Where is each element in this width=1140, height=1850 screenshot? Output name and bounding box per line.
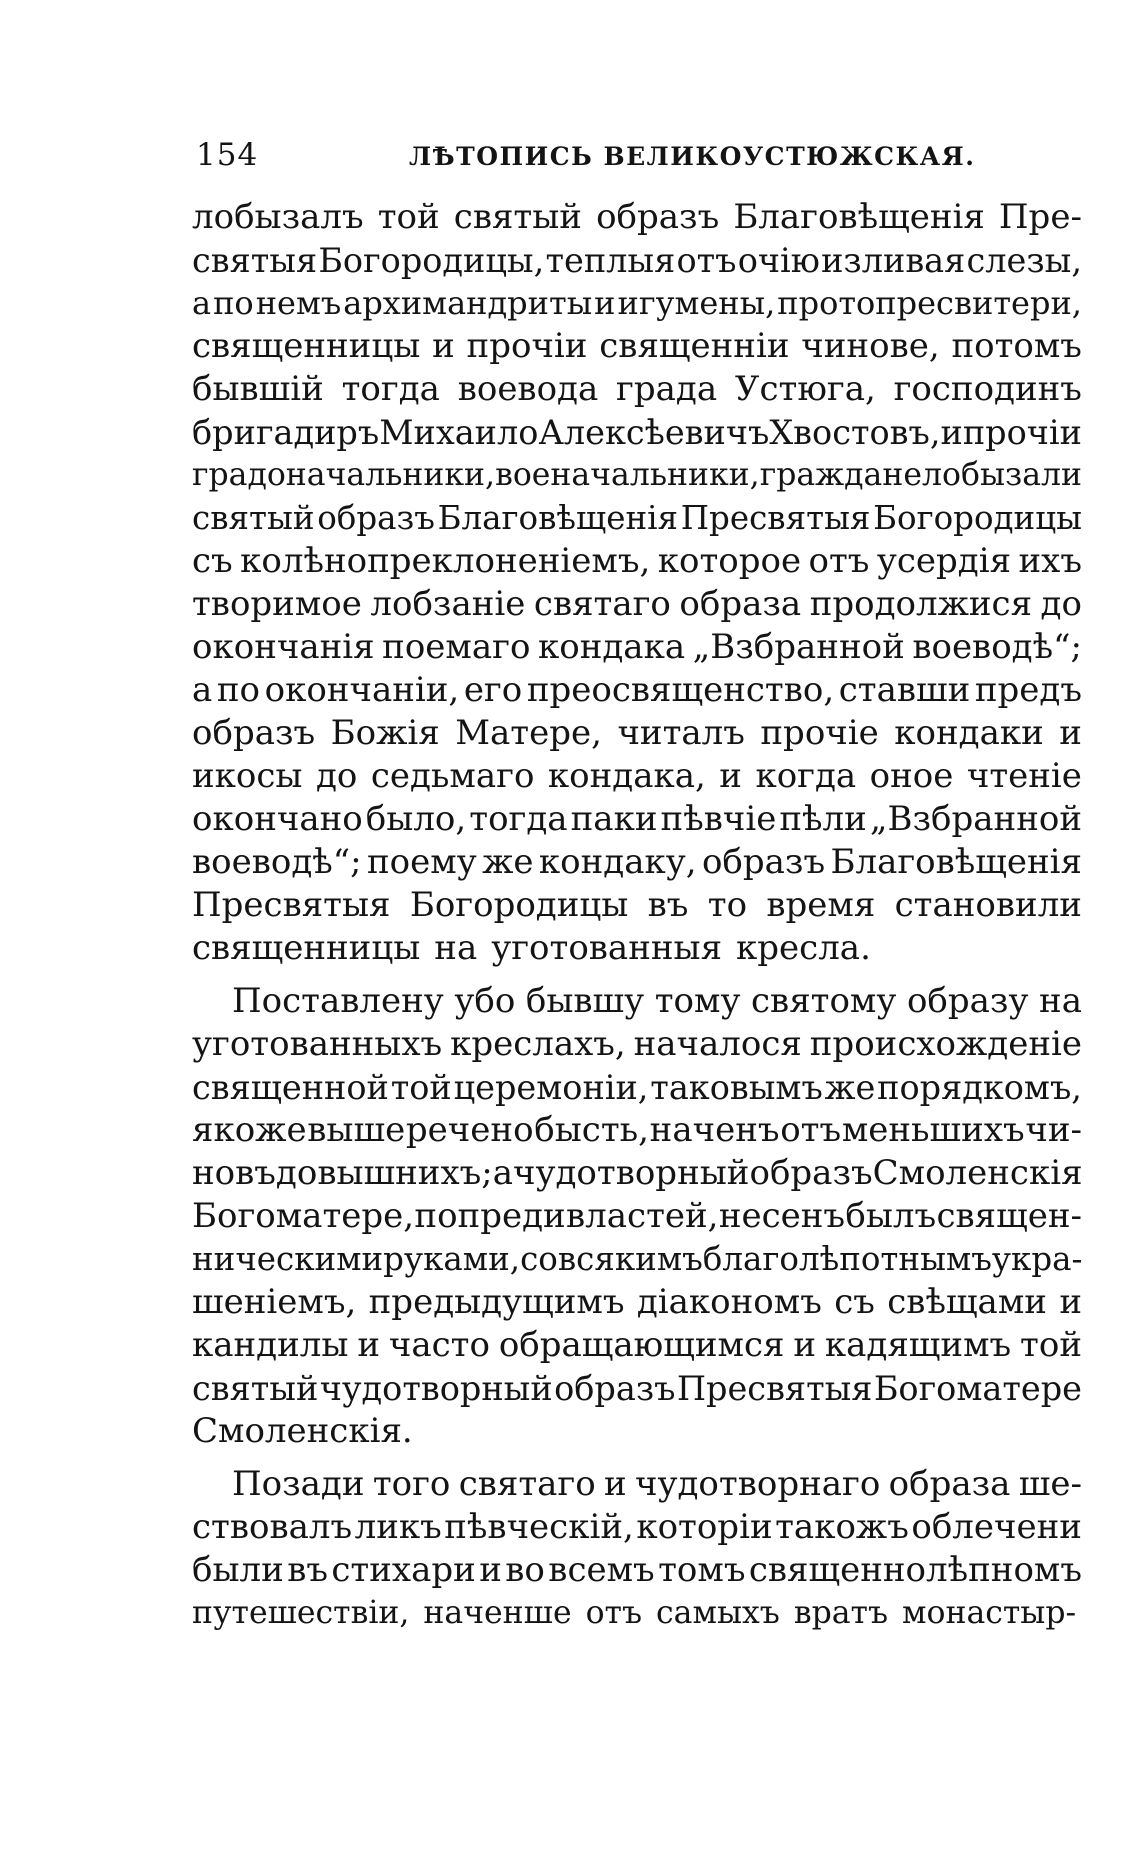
word: всемъ bbox=[548, 1550, 655, 1590]
word: изливая bbox=[821, 241, 966, 280]
word: Смоленскія bbox=[872, 1153, 1083, 1193]
word: чтеніе bbox=[966, 756, 1082, 796]
word: отъ bbox=[808, 541, 870, 581]
word: лобзаніе bbox=[370, 584, 526, 624]
word: кондаки bbox=[894, 713, 1044, 753]
word: со bbox=[520, 1240, 558, 1278]
word: окончаніи, bbox=[264, 670, 460, 710]
word: Богоматере, bbox=[192, 1196, 415, 1236]
text-line bbox=[192, 497, 1082, 540]
word: тогда bbox=[341, 369, 440, 409]
word: святаго bbox=[533, 584, 671, 624]
word: чудотворный bbox=[319, 1369, 553, 1408]
word: пѣли bbox=[779, 799, 867, 839]
word: меньшихъ bbox=[841, 1110, 1025, 1150]
word: началося bbox=[633, 1024, 802, 1064]
word: священницы bbox=[192, 326, 421, 366]
word: а bbox=[492, 1153, 513, 1193]
text-line bbox=[192, 798, 1082, 841]
word: съ bbox=[834, 1282, 875, 1322]
word: вышнихъ; bbox=[317, 1153, 493, 1193]
word: Поставлену bbox=[232, 981, 444, 1021]
word: кадящимъ bbox=[824, 1325, 1012, 1365]
word: по bbox=[216, 670, 261, 710]
word: въ bbox=[647, 885, 689, 925]
word: той bbox=[1020, 1325, 1082, 1365]
word: той bbox=[377, 197, 440, 237]
word: лобызалъ bbox=[192, 197, 364, 237]
word: священной bbox=[192, 1068, 389, 1107]
word: новъ bbox=[192, 1153, 276, 1193]
word: тому bbox=[654, 981, 741, 1021]
word: отъ bbox=[780, 1110, 842, 1150]
word: прочіи bbox=[962, 413, 1082, 452]
word: властей, bbox=[566, 1196, 719, 1236]
word: образу bbox=[906, 981, 1029, 1021]
word: того bbox=[372, 1464, 451, 1504]
word: наченъ bbox=[649, 1110, 780, 1150]
word: отъ bbox=[585, 1595, 643, 1631]
text-line bbox=[192, 1152, 1082, 1195]
word: Пресвятыя bbox=[192, 885, 391, 925]
text-line bbox=[192, 411, 1082, 454]
word: граждане bbox=[759, 457, 922, 493]
running-title: ЛѢТОПИСЬ ВЕЛИКОУСТЮЖСКАЯ. bbox=[409, 142, 976, 171]
paragraph bbox=[192, 980, 1082, 1453]
body-text bbox=[192, 196, 1082, 1635]
word: Богородицы bbox=[873, 499, 1082, 537]
word: прочіи bbox=[466, 326, 588, 366]
word: его bbox=[463, 670, 523, 710]
word: ставши bbox=[838, 670, 971, 710]
word: Матере, bbox=[455, 713, 602, 753]
text-line bbox=[192, 1238, 1082, 1281]
word: преосвященство, bbox=[526, 670, 835, 710]
text-line bbox=[192, 927, 1082, 970]
word: святый bbox=[453, 197, 582, 237]
word: наченше bbox=[423, 1595, 572, 1631]
text-line bbox=[192, 1195, 1082, 1238]
word: предъ bbox=[974, 670, 1082, 710]
word: Смоленскія. bbox=[192, 1411, 413, 1451]
word: до bbox=[275, 1153, 318, 1193]
word: ствовалъ bbox=[192, 1507, 353, 1547]
word: окончанія bbox=[192, 627, 375, 667]
word: всякимъ bbox=[557, 1240, 703, 1278]
word: отъ bbox=[676, 241, 737, 280]
text-line bbox=[192, 712, 1082, 755]
word: убо bbox=[454, 981, 516, 1021]
word: священнолѣпномъ bbox=[748, 1550, 1082, 1590]
word: Пресвятыя bbox=[676, 1369, 873, 1408]
word: несенъ bbox=[718, 1196, 846, 1236]
word: въ bbox=[287, 1550, 328, 1590]
word: которое bbox=[657, 541, 802, 581]
word: Благовѣщенія bbox=[830, 842, 1082, 882]
word: Михаило bbox=[379, 413, 539, 452]
word: немъ bbox=[255, 284, 342, 322]
word: чудотворнаго bbox=[635, 1464, 881, 1504]
word: бывшій bbox=[192, 369, 324, 409]
word: ихъ bbox=[1018, 541, 1082, 581]
word: ликъ bbox=[354, 1507, 442, 1547]
word: и bbox=[793, 1325, 817, 1365]
word: такожъ bbox=[775, 1507, 909, 1547]
word: стихари bbox=[331, 1550, 476, 1590]
word: церемоніи, bbox=[453, 1068, 649, 1107]
word: же bbox=[824, 1068, 876, 1107]
word: Богородицы, bbox=[318, 241, 545, 280]
word: пѣвчіе bbox=[660, 799, 777, 839]
word: шеніемъ, bbox=[192, 1282, 357, 1322]
word: были bbox=[192, 1550, 284, 1590]
word: и bbox=[1059, 1282, 1082, 1322]
text-line bbox=[192, 1066, 1082, 1109]
word: святыя bbox=[192, 241, 318, 280]
word: и bbox=[1059, 713, 1082, 753]
word: Благовѣщенія bbox=[733, 197, 985, 237]
word: кресла. bbox=[736, 928, 871, 968]
word: же bbox=[482, 842, 534, 882]
word: кандилы bbox=[192, 1325, 349, 1365]
text-line bbox=[192, 1506, 1082, 1549]
word: руками, bbox=[383, 1240, 521, 1278]
word: укра- bbox=[991, 1240, 1083, 1278]
text-line bbox=[192, 325, 1082, 368]
word: было, bbox=[365, 799, 467, 839]
word: монастыр- bbox=[902, 1595, 1077, 1631]
word: а bbox=[192, 670, 213, 710]
word: вратъ bbox=[793, 1595, 888, 1631]
word: до bbox=[315, 756, 358, 796]
word: поему bbox=[367, 842, 477, 882]
text-line bbox=[192, 1023, 1082, 1066]
word: благолѣпотнымъ bbox=[702, 1240, 992, 1278]
word: бригадиръ bbox=[192, 413, 380, 452]
word: образъ bbox=[701, 842, 826, 882]
word: бывшу bbox=[525, 981, 645, 1021]
word: съ bbox=[192, 541, 233, 581]
word: предыдущимъ bbox=[368, 1282, 625, 1322]
word: прочіе bbox=[760, 713, 879, 753]
word: кондака, bbox=[547, 756, 706, 796]
word: военачальники, bbox=[495, 457, 760, 493]
word: самыхъ bbox=[656, 1595, 780, 1631]
page-number: 154 bbox=[196, 137, 259, 173]
word: лобызали bbox=[922, 457, 1082, 493]
word: Позади bbox=[232, 1464, 365, 1504]
word: града bbox=[616, 369, 718, 409]
word: святаго bbox=[458, 1464, 596, 1504]
word: по bbox=[213, 284, 254, 322]
text-line bbox=[192, 1463, 1082, 1506]
text-line bbox=[192, 669, 1082, 712]
word: потомъ bbox=[951, 326, 1082, 366]
word: священніи bbox=[599, 326, 790, 366]
word: путешествіи, bbox=[192, 1595, 410, 1631]
word: образъ bbox=[749, 1153, 873, 1193]
text-line bbox=[192, 1281, 1082, 1324]
word: колѣнопреклоненіемъ, bbox=[240, 541, 651, 581]
word: Божія bbox=[330, 713, 440, 753]
word: „Взбранной bbox=[869, 799, 1082, 839]
word: святый bbox=[192, 499, 315, 537]
word: то bbox=[707, 885, 748, 925]
word: кондаку, bbox=[538, 842, 697, 882]
word: продолжися bbox=[809, 584, 1033, 624]
word: становили bbox=[894, 885, 1082, 925]
word: воевода bbox=[457, 369, 599, 409]
paragraph-gap bbox=[192, 970, 1082, 980]
word: оное bbox=[869, 756, 954, 796]
word: и bbox=[594, 284, 616, 322]
word: а bbox=[192, 284, 212, 322]
word: образъ bbox=[192, 713, 316, 753]
word: Богоматере bbox=[873, 1369, 1082, 1408]
word: облечени bbox=[911, 1507, 1082, 1547]
word: попреди bbox=[414, 1196, 566, 1236]
word: образа bbox=[679, 584, 802, 624]
word: усердія bbox=[876, 541, 1012, 581]
word: поемаго bbox=[382, 627, 531, 667]
word: былъ bbox=[845, 1196, 937, 1236]
word: седьмаго bbox=[370, 756, 535, 796]
word: образъ bbox=[554, 1369, 676, 1408]
text-line bbox=[192, 884, 1082, 927]
word: когда bbox=[755, 756, 857, 796]
text-line bbox=[192, 1367, 1082, 1410]
word: Пре- bbox=[998, 197, 1082, 237]
word: архимандриты bbox=[343, 284, 593, 322]
word: „Взбранной bbox=[692, 627, 905, 667]
word: творимое bbox=[192, 584, 362, 624]
page-header bbox=[196, 132, 1076, 178]
text-line bbox=[192, 540, 1082, 583]
text-line bbox=[192, 1549, 1082, 1592]
word: Устюга, bbox=[734, 369, 876, 409]
text-line bbox=[192, 454, 1082, 497]
word: во bbox=[505, 1550, 545, 1590]
word: икосы bbox=[192, 756, 303, 796]
word: градоначальники, bbox=[192, 457, 496, 493]
word: образа bbox=[888, 1464, 1011, 1504]
word: священницы bbox=[192, 928, 421, 968]
text-line bbox=[192, 583, 1082, 626]
word: діакономъ bbox=[636, 1282, 822, 1322]
word: образъ bbox=[596, 197, 720, 237]
text-line bbox=[192, 239, 1082, 282]
word: паки bbox=[570, 799, 658, 839]
word: обращающимся bbox=[498, 1325, 785, 1365]
text-line bbox=[192, 755, 1082, 798]
word: той bbox=[390, 1068, 452, 1107]
word: Благовѣщенія bbox=[437, 499, 679, 537]
word: бысть, bbox=[534, 1110, 649, 1150]
text-line bbox=[192, 980, 1082, 1023]
word: и bbox=[940, 413, 963, 452]
word: теплыя bbox=[545, 241, 676, 280]
word: и bbox=[719, 756, 742, 796]
word: которіи bbox=[636, 1507, 773, 1547]
text-line bbox=[192, 1324, 1082, 1367]
word: святому bbox=[751, 981, 897, 1021]
word: креслахъ, bbox=[450, 1024, 626, 1064]
word: протопресвитери, bbox=[777, 284, 1082, 322]
text-line bbox=[192, 1410, 1082, 1453]
word: свѣщами bbox=[887, 1282, 1047, 1322]
word: порядкомъ, bbox=[877, 1068, 1082, 1107]
word: воеводѣ“; bbox=[192, 842, 362, 882]
text-line bbox=[192, 841, 1082, 884]
text-line bbox=[192, 1592, 1082, 1635]
word: священ- bbox=[936, 1196, 1082, 1236]
word: и bbox=[357, 1325, 380, 1365]
paragraph bbox=[192, 1463, 1082, 1635]
word: чудотворный bbox=[513, 1153, 750, 1193]
text-line bbox=[192, 368, 1082, 411]
word: Пресвятыя bbox=[680, 499, 871, 537]
word: господинъ bbox=[893, 369, 1082, 409]
word: томъ bbox=[658, 1550, 746, 1590]
word: уготованныхъ bbox=[192, 1024, 443, 1064]
word: якоже bbox=[192, 1110, 307, 1150]
word: речено bbox=[405, 1110, 534, 1150]
word: чи- bbox=[1025, 1110, 1082, 1150]
word: тогда bbox=[469, 799, 568, 839]
word: уготованныя bbox=[491, 928, 723, 968]
word: пѣвческій, bbox=[444, 1507, 634, 1547]
word: и bbox=[432, 326, 455, 366]
word: ническими bbox=[192, 1240, 384, 1278]
word: очію bbox=[737, 241, 820, 280]
word: Богородицы bbox=[409, 885, 629, 925]
word: происхожденіе bbox=[809, 1024, 1082, 1064]
word: окончано bbox=[192, 799, 363, 839]
word: и bbox=[604, 1464, 627, 1504]
text-line bbox=[192, 1109, 1082, 1152]
word: и bbox=[479, 1550, 502, 1590]
word: часто bbox=[388, 1325, 490, 1365]
word: до bbox=[1040, 584, 1082, 624]
word: ше- bbox=[1018, 1464, 1082, 1504]
word: время bbox=[766, 885, 876, 925]
text-line bbox=[192, 282, 1082, 325]
word: Алексѣевичъ bbox=[538, 413, 770, 452]
word: Хвостовъ, bbox=[769, 413, 941, 452]
word: чинове, bbox=[801, 326, 940, 366]
word: игумены, bbox=[617, 284, 776, 322]
paragraph bbox=[192, 196, 1082, 970]
word: воеводѣ“; bbox=[912, 627, 1082, 667]
word: выше bbox=[307, 1110, 406, 1150]
word: святый bbox=[192, 1369, 319, 1408]
word: слезы, bbox=[966, 241, 1082, 280]
word: на bbox=[1039, 981, 1082, 1021]
word: таковымъ bbox=[650, 1068, 823, 1107]
text-line bbox=[192, 196, 1082, 239]
paragraph-gap bbox=[192, 1453, 1082, 1463]
word: кондака bbox=[537, 627, 686, 667]
word: образъ bbox=[317, 499, 435, 537]
word: на bbox=[434, 928, 478, 968]
word: читалъ bbox=[617, 713, 745, 753]
text-line bbox=[192, 626, 1082, 669]
